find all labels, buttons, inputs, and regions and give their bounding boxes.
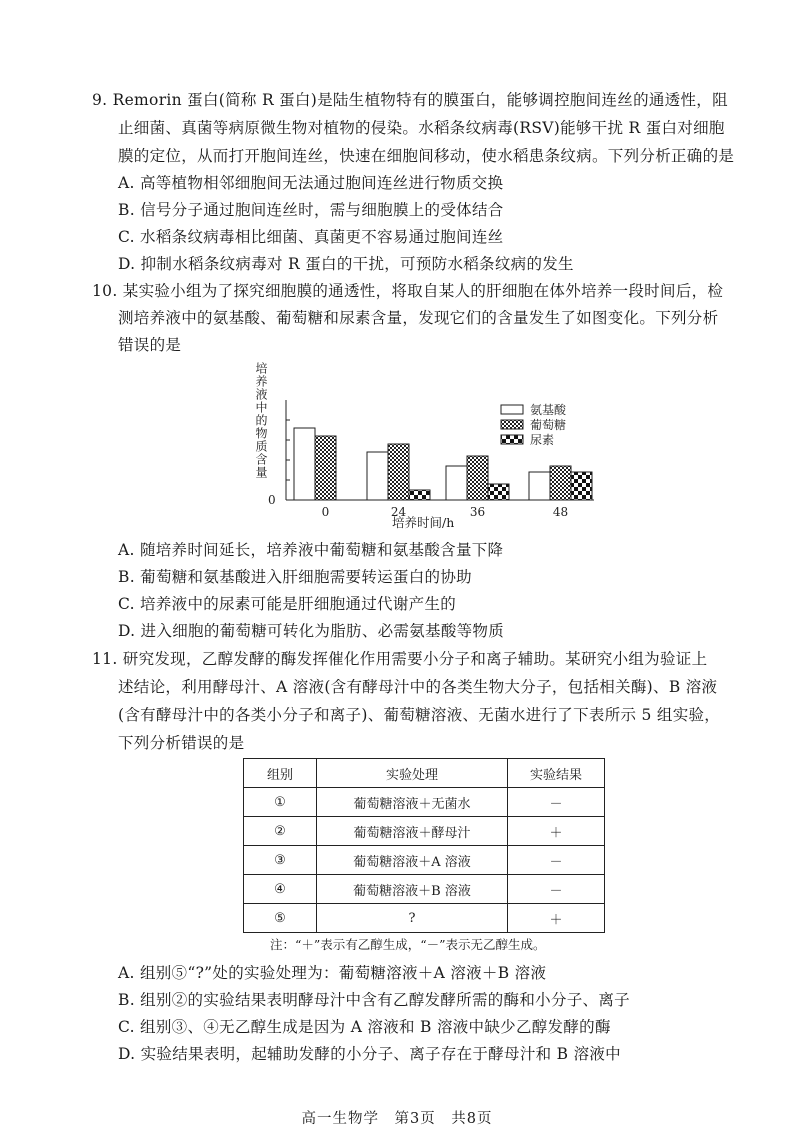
page-footer: 高一生物学 第3页 共8页 [301, 1111, 493, 1127]
bar-0-1 [315, 436, 336, 500]
q9-stem-line-2: 止细菌、真菌等病原微生物对植物的侵染。水稻条纹病毒(RSV)能够干扰 R 蛋白对细胞 [118, 119, 725, 137]
bar-3-2 [571, 472, 592, 500]
x-tick-label: 36 [469, 505, 486, 519]
table-header-row [244, 759, 605, 788]
table-row [244, 904, 605, 933]
table-cell: ④ [244, 875, 317, 904]
x-tick-label: 24 [390, 505, 407, 519]
q10-option-d: D. 进入细胞的葡萄糖可转化为脂肪、必需氨基酸等物质 [118, 622, 505, 640]
bar-0-0 [294, 428, 315, 500]
q11-stem-line-2: 述结论，利用酵母汁、A 溶液(含有酵母汁中的各类生物大分子，包括相关酶)、B 溶液 [118, 678, 718, 696]
table-row [244, 817, 605, 846]
table-header-cell: 实验结果 [508, 759, 605, 788]
legend-label: 尿素 [530, 433, 555, 447]
bar-2-1 [467, 456, 488, 500]
bar-1-1 [388, 444, 409, 500]
q11-option-a: A. 组别⑤“?”处的实验处理为：葡萄糖溶液＋A 溶液＋B 溶液 [118, 964, 547, 982]
table-cell: ⑤ [244, 904, 317, 933]
table-cell: ① [244, 788, 317, 817]
q9-option-b: B. 信号分子通过胞间连丝时，需与细胞膜上的受体结合 [118, 201, 504, 219]
bar-2-0 [446, 466, 467, 500]
y-axis-origin-label: 0 [268, 493, 276, 507]
table-cell: 葡萄糖溶液＋无菌水 [317, 788, 508, 817]
x-tick-label: 0 [321, 505, 330, 519]
q11-option-c: C. 组别③、④无乙醇生成是因为 A 溶液和 B 溶液中缺少乙醇发酵的酶 [118, 1018, 611, 1036]
q11-stem-line-4: 下列分析错误的是 [118, 734, 245, 752]
q10-stem-line-3: 错误的是 [118, 336, 182, 354]
q9-stem-line-3: 膜的定位，从而打开胞间连丝，快速在细胞间移动，使水稻患条纹病。下列分析正确的是 [118, 147, 735, 165]
legend-swatch [501, 420, 523, 429]
chart-x-axis-label: 培养时间/h [392, 515, 455, 530]
table-cell: 葡萄糖溶液＋酵母汁 [317, 817, 508, 846]
experiment-table [243, 758, 605, 933]
q10-stem-line-2: 测培养液中的氨基酸、葡萄糖和尿素含量，发现它们的含量发生了如图变化。下列分析 [118, 309, 719, 327]
table-cell: ② [244, 817, 317, 846]
bar-1-2 [409, 490, 430, 500]
table-cell: ③ [244, 846, 317, 875]
table-row [244, 846, 605, 875]
q9-stem-line-1: 9. Remorin 蛋白(简称 R 蛋白)是陆生植物特有的膜蛋白，能够调控胞间连丝的通透性，阻 [92, 91, 728, 109]
q9-option-a: A. 高等植物相邻细胞间无法通过胞间连丝进行物质交换 [118, 174, 504, 192]
bar-2-2 [488, 484, 509, 500]
bar-1-0 [367, 452, 388, 500]
table-cell: － [508, 875, 605, 904]
bar-chart [250, 355, 610, 535]
table-cell: 葡萄糖溶液＋A 溶液 [317, 846, 508, 875]
q9-option-d: D. 抑制水稻条纹病毒对 R 蛋白的干扰，可预防水稻条纹病的发生 [118, 255, 574, 273]
chart-y-axis-label: 培养液中的物质含量 [254, 362, 268, 479]
table-header-cell: 实验处理 [317, 759, 508, 788]
q11-stem-line-3: (含有酵母汁中的各类小分子和离子)、葡萄糖溶液、无菌水进行了下表所示 5 组实验， [118, 706, 721, 724]
table-cell: ＋ [508, 817, 605, 846]
bar-3-1 [550, 466, 571, 500]
q11-option-d: D. 实验结果表明，起辅助发酵的小分子、离子存在于酵母汁和 B 溶液中 [118, 1045, 621, 1063]
table-row [244, 875, 605, 904]
q9-option-c: C. 水稻条纹病毒相比细菌、真菌更不容易通过胞间连丝 [118, 228, 504, 246]
legend-label: 葡萄糖 [530, 418, 567, 432]
q11-option-b: B. 组别②的实验结果表明酵母汁中含有乙醇发酵所需的酶和小分子、离子 [118, 991, 630, 1009]
legend-swatch [501, 405, 523, 414]
legend-swatch [501, 435, 523, 444]
q10-option-b: B. 葡萄糖和氨基酸进入肝细胞需要转运蛋白的协助 [118, 568, 472, 586]
bar-chart-svg [250, 355, 610, 535]
q10-stem-line-1: 10. 某实验小组为了探究细胞膜的通透性，将取自某人的肝细胞在体外培养一段时间后，检 [92, 282, 724, 300]
bar-3-0 [529, 472, 550, 500]
table-row [244, 788, 605, 817]
table-note: 注：“＋”表示有乙醇生成，“－”表示无乙醇生成。 [270, 937, 546, 952]
q10-option-c: C. 培养液中的尿素可能是肝细胞通过代谢产生的 [118, 595, 457, 613]
table-cell: 葡萄糖溶液＋B 溶液 [317, 875, 508, 904]
legend-label: 氨基酸 [530, 403, 567, 417]
table-cell: ? [317, 904, 508, 933]
q11-stem-line-1: 11. 研究发现，乙醇发酵的酶发挥催化作用需要小分子和离子辅助。某研究小组为验证上 [92, 650, 708, 668]
q10-option-a: A. 随培养时间延长，培养液中葡萄糖和氨基酸含量下降 [118, 541, 504, 559]
table-cell: ＋ [508, 904, 605, 933]
table-header-cell: 组别 [244, 759, 317, 788]
table-cell: － [508, 788, 605, 817]
table-cell: － [508, 846, 605, 875]
x-tick-label: 48 [552, 505, 569, 519]
